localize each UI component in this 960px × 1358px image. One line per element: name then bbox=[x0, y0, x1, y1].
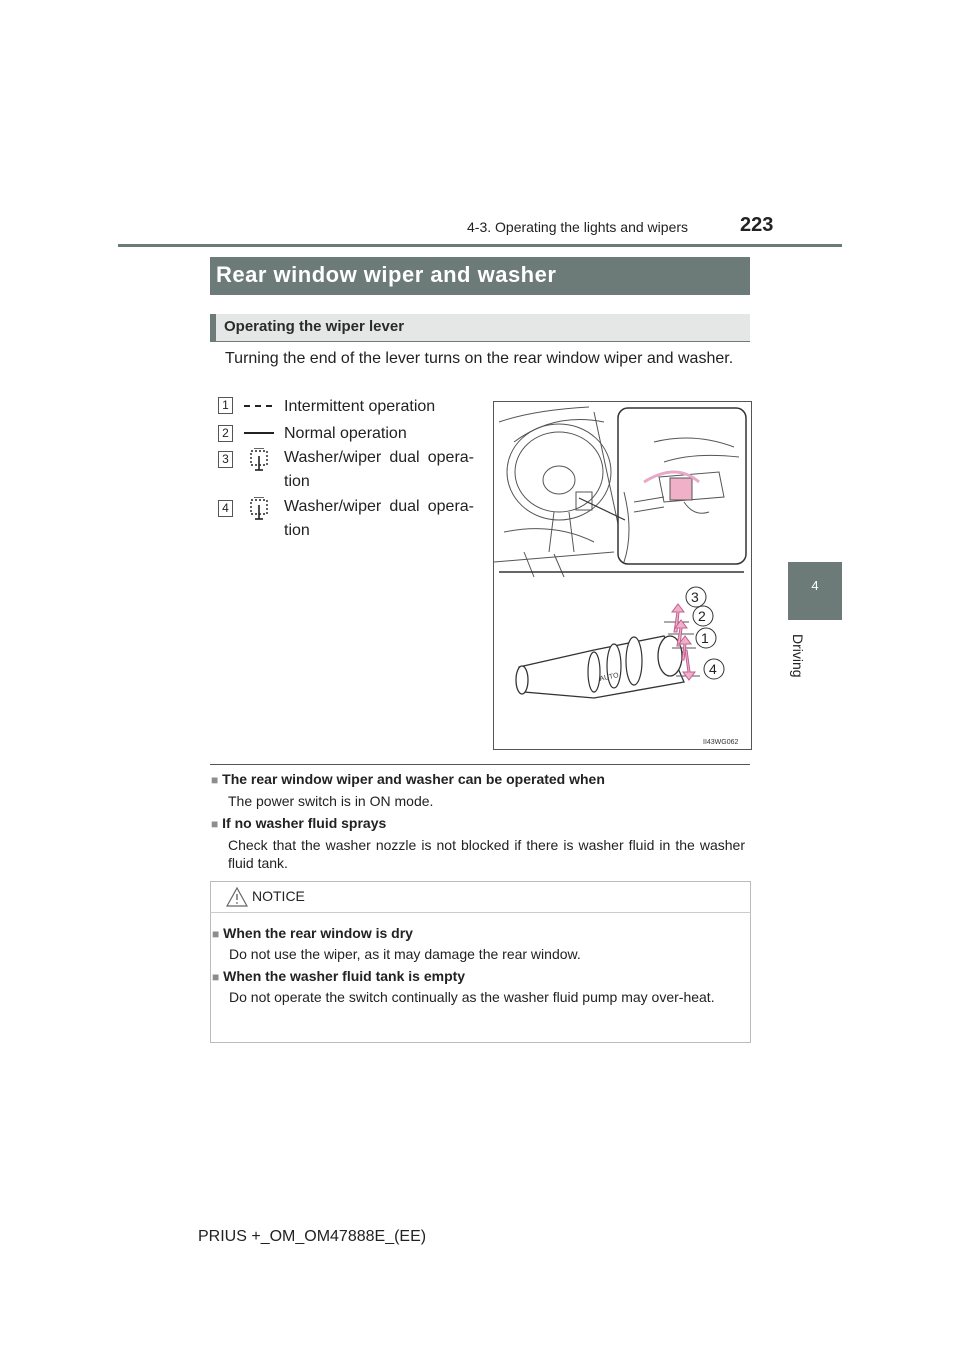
notice-body: Do not use the wiper, as it may damage the rear window. bbox=[229, 946, 581, 962]
solid-line-icon bbox=[244, 430, 274, 436]
chapter-number: 4 bbox=[811, 578, 819, 593]
header-rule bbox=[118, 244, 842, 247]
callout-4: 4 bbox=[709, 661, 717, 677]
document-footer: PRIUS +_OM_OM47888E_(EE) bbox=[198, 1228, 427, 1245]
legend-text: Normal operation bbox=[284, 425, 407, 442]
callout-numbers bbox=[686, 587, 724, 679]
note-heading-text: The rear window wiper and washer can be operated when bbox=[222, 771, 605, 787]
note-heading-text: If no washer fluid sprays bbox=[222, 815, 387, 831]
dashed-line-icon bbox=[244, 403, 274, 409]
rear-washer-icon bbox=[248, 497, 270, 521]
notice-body: Do not operate the switch continually as the washer fluid pump may over-heat. bbox=[229, 989, 715, 1005]
callout-3: 3 bbox=[691, 589, 699, 605]
notice-label: NOTICE bbox=[252, 888, 305, 904]
legend-text: Washer/wiper dual opera-tion bbox=[284, 498, 474, 539]
notice-heading-text: When the rear window is dry bbox=[223, 925, 413, 941]
square-bullet-icon: ■ bbox=[211, 773, 219, 787]
note-body: Check that the washer nozzle is not blocked if there is washer fluid in the washer fluid tank. bbox=[228, 837, 745, 871]
lever-auto-label: AUTO bbox=[598, 672, 620, 683]
section-title: Rear window wiper and washer bbox=[216, 262, 557, 287]
intro-paragraph: Turning the end of the lever turns on the rear window wiper and washer. bbox=[225, 350, 734, 367]
note-heading bbox=[211, 815, 386, 831]
illustration-svg bbox=[494, 402, 751, 749]
running-header-section: 4-3. Operating the lights and wipers bbox=[467, 219, 689, 235]
warning-triangle-icon bbox=[226, 886, 248, 908]
notice-heading-text: When the washer fluid tank is empty bbox=[223, 968, 466, 984]
square-bullet-icon: ■ bbox=[212, 927, 220, 941]
subheading-rule bbox=[210, 341, 750, 342]
notes-rule bbox=[210, 764, 750, 765]
subheading-marker bbox=[210, 314, 216, 341]
square-bullet-icon: ■ bbox=[211, 817, 219, 831]
chapter-label-text: Driving bbox=[790, 634, 806, 678]
wiper-lever-illustration bbox=[493, 401, 752, 750]
legend-number: 4 bbox=[218, 500, 233, 517]
dashboard-sketch bbox=[494, 407, 624, 577]
legend-number: 1 bbox=[218, 397, 233, 414]
subheading: Operating the wiper lever bbox=[224, 318, 405, 335]
notice-heading bbox=[212, 968, 465, 984]
notice-divider bbox=[210, 912, 751, 913]
callout-1: 1 bbox=[701, 630, 709, 646]
page-number: 223 bbox=[740, 214, 774, 236]
legend-number: 2 bbox=[218, 425, 233, 442]
chapter-label bbox=[778, 634, 818, 700]
callout-2: 2 bbox=[698, 608, 706, 624]
legend-number: 3 bbox=[218, 451, 233, 468]
note-body: The power switch is in ON mode. bbox=[228, 793, 434, 809]
notice-heading bbox=[212, 925, 413, 941]
figure-code: II43WG062 bbox=[703, 739, 739, 746]
legend-text: Intermittent operation bbox=[284, 398, 436, 415]
note-heading bbox=[211, 771, 605, 787]
wiper-lever bbox=[516, 636, 684, 698]
rear-washer-icon bbox=[248, 448, 270, 472]
square-bullet-icon: ■ bbox=[212, 970, 220, 984]
legend-text: Washer/wiper dual opera-tion bbox=[284, 449, 474, 490]
